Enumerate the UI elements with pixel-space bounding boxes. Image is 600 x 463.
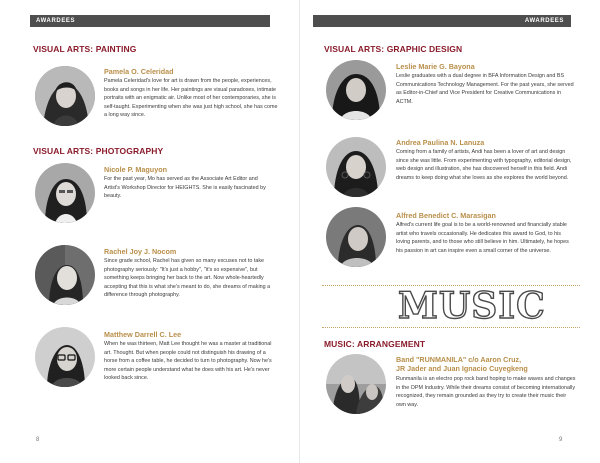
portrait-photo-icon xyxy=(35,66,95,126)
portrait-photo xyxy=(35,245,95,305)
page-number: 8 xyxy=(36,437,40,443)
portrait-photo xyxy=(35,163,95,223)
awardee-bio: Since grade school, Rachel has given so many excuses not to take photography seriously: "It's just a hobby", "it's so expensive", but something keeps bringing her back to the art. Now whole-heartedly accepting that this is what she's meant to do, she dreams of making a difference through photography. xyxy=(104,258,271,299)
awardee-bio: Runmanila is an electro pop rock band hoping to make waves and changes in the OPM Industry. While their dreams consist of becoming internationally recognized, they remain grounded as they try to create their music their own way. xyxy=(396,376,576,408)
running-header-left xyxy=(30,15,270,27)
portrait-photo-icon xyxy=(35,327,95,387)
awardee-bio: Pamela Celeridad's love for art is drawn from the people, experiences, books and songs in her life. Her paintings are visual paradoxes, intimate portraits with an enigmatic air. Unlike most of her contemporaries, she is self-taught. Experimenting when she was just high school, she has come a long way since. xyxy=(104,78,278,119)
awardee-name: Rachel Joy J. Nocom xyxy=(104,247,177,256)
awardee-bio: When he was thirteen, Matt Lee thought he was a master at traditional art. Thought. But when people could not distinguish his drawing of a horse from a coffee table, he decided to turn to photography. Now he's more certain people understand what he does with his art. He's never looked back since. xyxy=(104,341,272,382)
awardee-name-line1: Band "RUNMANILA" c/o Aaron Cruz, xyxy=(396,355,522,364)
awardee-bio: For the past year, Mo has served as the Associate Art Editor and Artist's Workshop Director for HEIGHTS. She is easily fascinated by beauty. xyxy=(104,176,266,200)
awardee-bio: Coming from a family of artists, Andi has been a lover of art and design since she was little. From experimenting with typography, editorial design, web design and illustration, she has discovered herself in this field. Andi dreams to keep doing what she loves as she explores the world beyond. xyxy=(396,149,572,181)
awardee-bio: Leslie graduates with a dual degree in BFA Information Design and BS Communications Technology Management. For the past years, she served as Editor-in-Chief and Vice President for Creative Communications in ACTM. xyxy=(396,73,574,105)
page-number: 9 xyxy=(559,437,563,443)
section-heading-graphic-design: VISUAL ARTS: GRAPHIC DESIGN xyxy=(324,44,463,54)
portrait-photo xyxy=(326,60,386,120)
header-label: AWARDEES xyxy=(36,18,76,24)
portrait-photo-icon xyxy=(35,245,95,305)
awardee-name: Pamela O. Celeridad xyxy=(104,67,174,76)
portrait-photo-icon xyxy=(326,137,386,197)
awardee-name: Alfred Benedict C. Marasigan xyxy=(396,211,496,220)
awardee-name: Leslie Marie G. Bayona xyxy=(396,62,475,71)
portrait-photo-icon xyxy=(326,207,386,267)
running-header-right xyxy=(313,15,571,27)
portrait-photo-icon xyxy=(326,60,386,120)
section-heading-photography: VISUAL ARTS: PHOTOGRAPHY xyxy=(33,146,164,156)
portrait-photo xyxy=(35,66,95,126)
right-page xyxy=(300,0,600,463)
awardee-name: Matthew Darrell C. Lee xyxy=(104,330,182,339)
portrait-photo-icon xyxy=(326,354,386,414)
portrait-photo-icon xyxy=(35,163,95,223)
portrait-photo xyxy=(326,207,386,267)
awardee-name-line2: JR Jader and Juan Ignacio Cuyegkeng xyxy=(396,364,528,373)
header-label: AWARDEES xyxy=(524,18,564,24)
music-banner: MUSIC xyxy=(398,285,546,327)
section-heading-music-arrangement: MUSIC: ARRANGEMENT xyxy=(324,339,426,349)
portrait-photo xyxy=(35,327,95,387)
section-heading-painting: VISUAL ARTS: PAINTING xyxy=(33,44,137,54)
awardee-name: Andrea Paulina N. Lanuza xyxy=(396,138,485,147)
portrait-photo xyxy=(326,137,386,197)
awardee-bio: Alfred's current life goal is to be a world-renowned and financially stable artist who travels occasionally. He dedicates this award to God, to his loving parents, and to those who still believe in him. Ultimately, he hopes his passion in art can inspire even a small corner of the universe. xyxy=(396,222,569,254)
dotted-divider-bottom xyxy=(322,327,580,328)
portrait-photo xyxy=(326,354,386,414)
awardee-name: Nicole P. Maguyon xyxy=(104,165,167,174)
